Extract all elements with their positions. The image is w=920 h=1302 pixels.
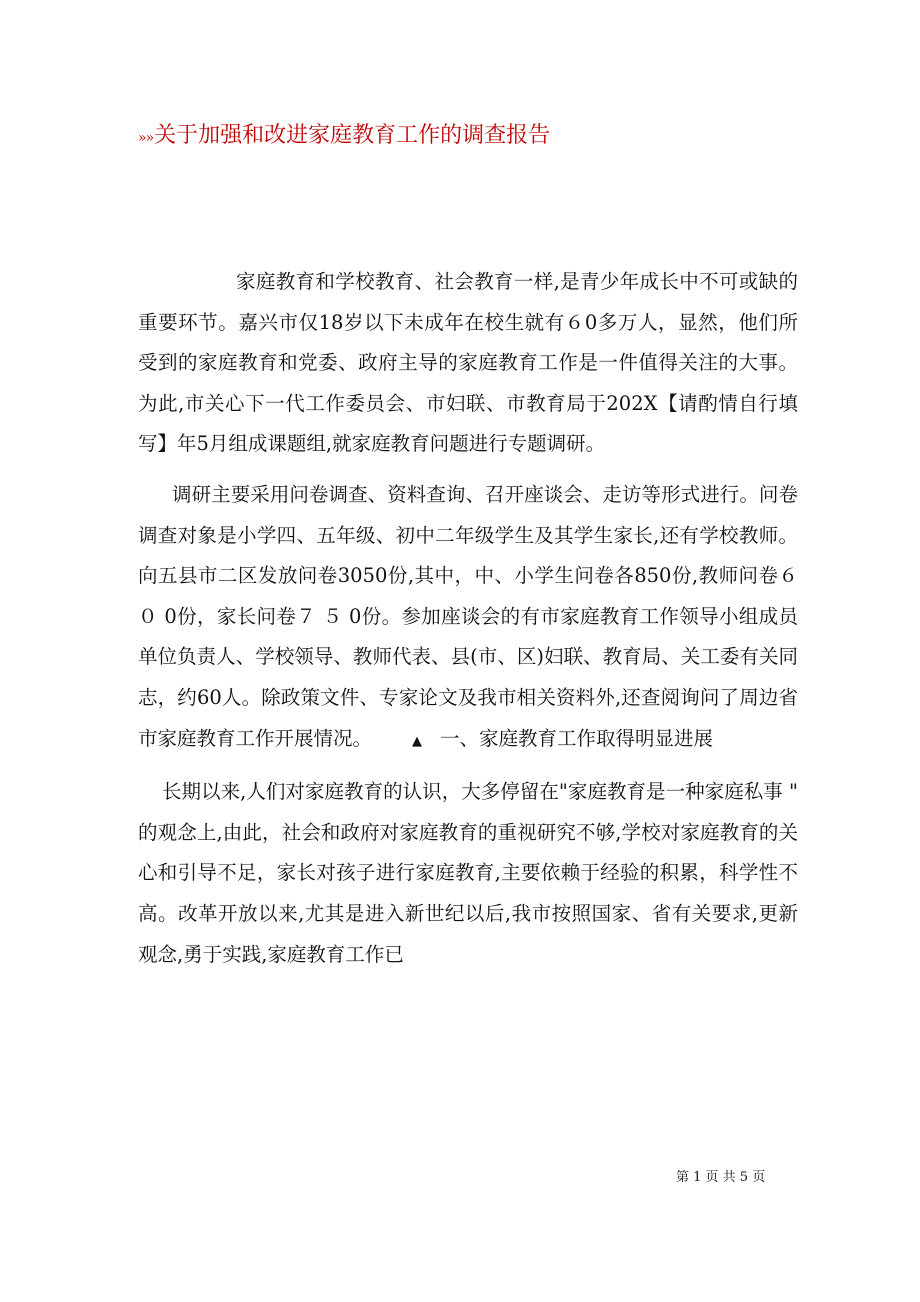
document-title xyxy=(138,118,550,156)
title-prefix-mark: »» xyxy=(138,130,154,146)
paragraph-intro: 家庭教育和学校教育、社会教育一样,是青少年成长中不可或缺的重要环节。嘉兴市仅18岁以下未成年在校生就有６0多万人，显然，他们所受到的家庭教育和党委、政府主导的家庭教育工作是一件值得关注的大事。为此,市关心下一代工作委员会、市妇联、市教育局于202X【请酌情自行填写】年5月组成课题组,就家庭教育问题进行专题调研。 xyxy=(138,270,798,456)
paragraph-progress: 长期以来,人们对家庭教育的认识，大多停留在"家庭教育是一种家庭私事 " 的观念上,由此，社会和政府对家庭教育的重视研究不够,学校对家庭教育的关心和引导不足，家长对孩子进行家庭教育,主要依赖于经验的积累，科学性不高。改革开放以来,尤其是进入新世纪以后,我市按照国家、省有关要求,更新观念,勇于实践,家庭教育工作已 xyxy=(138,780,798,966)
document-body xyxy=(138,262,798,975)
paragraph-method-text: 调研主要采用问卷调查、资料查询、召开座谈会、走访等形式进行。问卷调查对象是小学四、五年级、初中二年级学生及其学生家长,还有学校教师。向五县市二区发放问卷3050份,其中，中、小学生问卷各850份,教师问卷６０ 0份，家长问卷７ ５ 0份。参加座谈会的有市家庭教育工作领导小组成员单位负责人、学校领导、教师代表、县(市、区)妇联、教育局、关工委有关同志，约60人。除政策文件、专家论文及我市相关资料外,还查阅询问了周边省市家庭教育工作开展情况。 xyxy=(138,482,798,750)
section-heading-1: 一、家庭教育工作取得明显进展 xyxy=(440,726,714,750)
page-number-footer: 第 1 页 共 5 页 xyxy=(676,1170,766,1185)
paragraph-method xyxy=(138,475,798,762)
triangle-mark-icon: ▲ xyxy=(412,733,423,749)
title-text: 关于加强和改进家庭教育工作的调查报告 xyxy=(154,123,551,148)
